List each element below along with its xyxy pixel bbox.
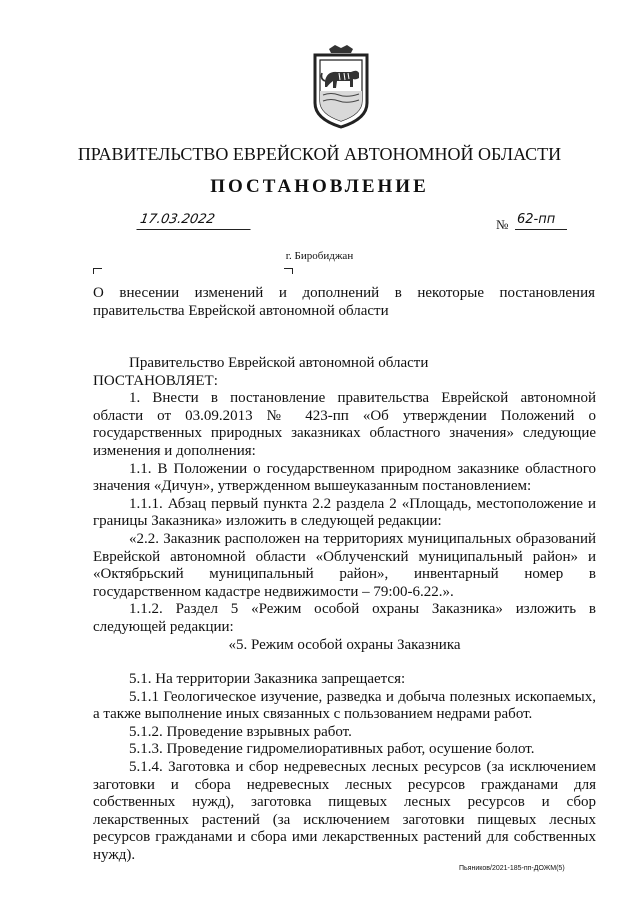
paragraph-5-1-1: 5.1.1 Геологическое изучение, разведка и добыча полезных ископаемых, а также выполнение иных связанных с пользованием недрами работ.: [93, 688, 596, 723]
paragraph-1: 1. Внести в постановление правительства Еврейской автономной области от 03.09.2013 № 423-пп «Об утверждении Положений о государственных природных заказниках областного значения» следующие изменения и дополнения:: [93, 390, 596, 459]
paragraph-1-1-1: 1.1.1. Абзац первый пункта 2.2 раздела 2 «Площадь, местоположение и границы Заказника» изложить в следующей редакции:: [93, 495, 596, 530]
city-line: г. Биробиджан: [285, 250, 354, 262]
document-subject: О внесении изменений и дополнений в некоторые постановления правительства Еврейской автономной области: [93, 285, 595, 319]
document-body: [93, 355, 596, 865]
paragraph-5-1-4: 5.1.4. Заготовка и сбор недревесных лесных ресурсов (за исключением заготовки и сбора недревесных лесных ресурсов гражданами для собственных нужд), заготовка пищевых лесных ресурсов и сбор лекарственных растений (за исключением заготовки пищевых лесных ресурсов гражданами и сбора ими лекарственных растений для собственных нужд).: [93, 759, 596, 864]
resolves-keyword: ПОСТАНОВЛЯЕТ:: [93, 372, 218, 389]
paragraph-1-1-2: 1.1.2. Раздел 5 «Режим особой охраны Заказника» изложить в следующей редакции:: [93, 601, 596, 635]
government-title: ПРАВИТЕЛЬСТВО ЕВРЕЙСКОЙ АВТОНОМНОЙ ОБЛАСТИ: [77, 144, 562, 164]
paragraph-1-1: 1.1. В Положении о государственном природном заказнике областного значения «Дичун», утвержденном вышеуказанным постановлением:: [93, 460, 596, 495]
paragraph-2-2: «2.2. Заказник расположен на территориях муниципальных образований Еврейской автономной области «Облученский муниципальный район» и «Октябрьский муниципальный район», инвентарный номер в государственном кадастре недвижимости – 79:00-6.22.».: [93, 530, 596, 600]
subject-corner-mark-left: [93, 268, 102, 274]
subject-corner-mark-right: [284, 268, 293, 274]
preamble: Правительство Еврейской автономной области: [129, 355, 429, 371]
document-number: 62-пп: [515, 212, 567, 230]
number-label: №: [496, 217, 509, 232]
coat-of-arms-tiger-icon: [301, 43, 381, 129]
paragraph-5-1-2: 5.1.2. Проведение взрывных работ.: [129, 723, 352, 740]
paragraph-5-1-3: 5.1.3. Проведение гидромелиоративных работ, осушение болот.: [129, 741, 535, 758]
document-type-title: ПОСТАНОВЛЕНИЕ: [210, 176, 429, 197]
file-reference: Пьяников/2021-185-пп-ДОЖМ(5): [459, 865, 565, 872]
document-date: 17.03.2022: [136, 212, 253, 230]
section-5-title: «5. Режим особой охраны Заказника: [228, 636, 461, 653]
paragraph-5-1: 5.1. На территории Заказника запрещается:: [129, 671, 406, 688]
